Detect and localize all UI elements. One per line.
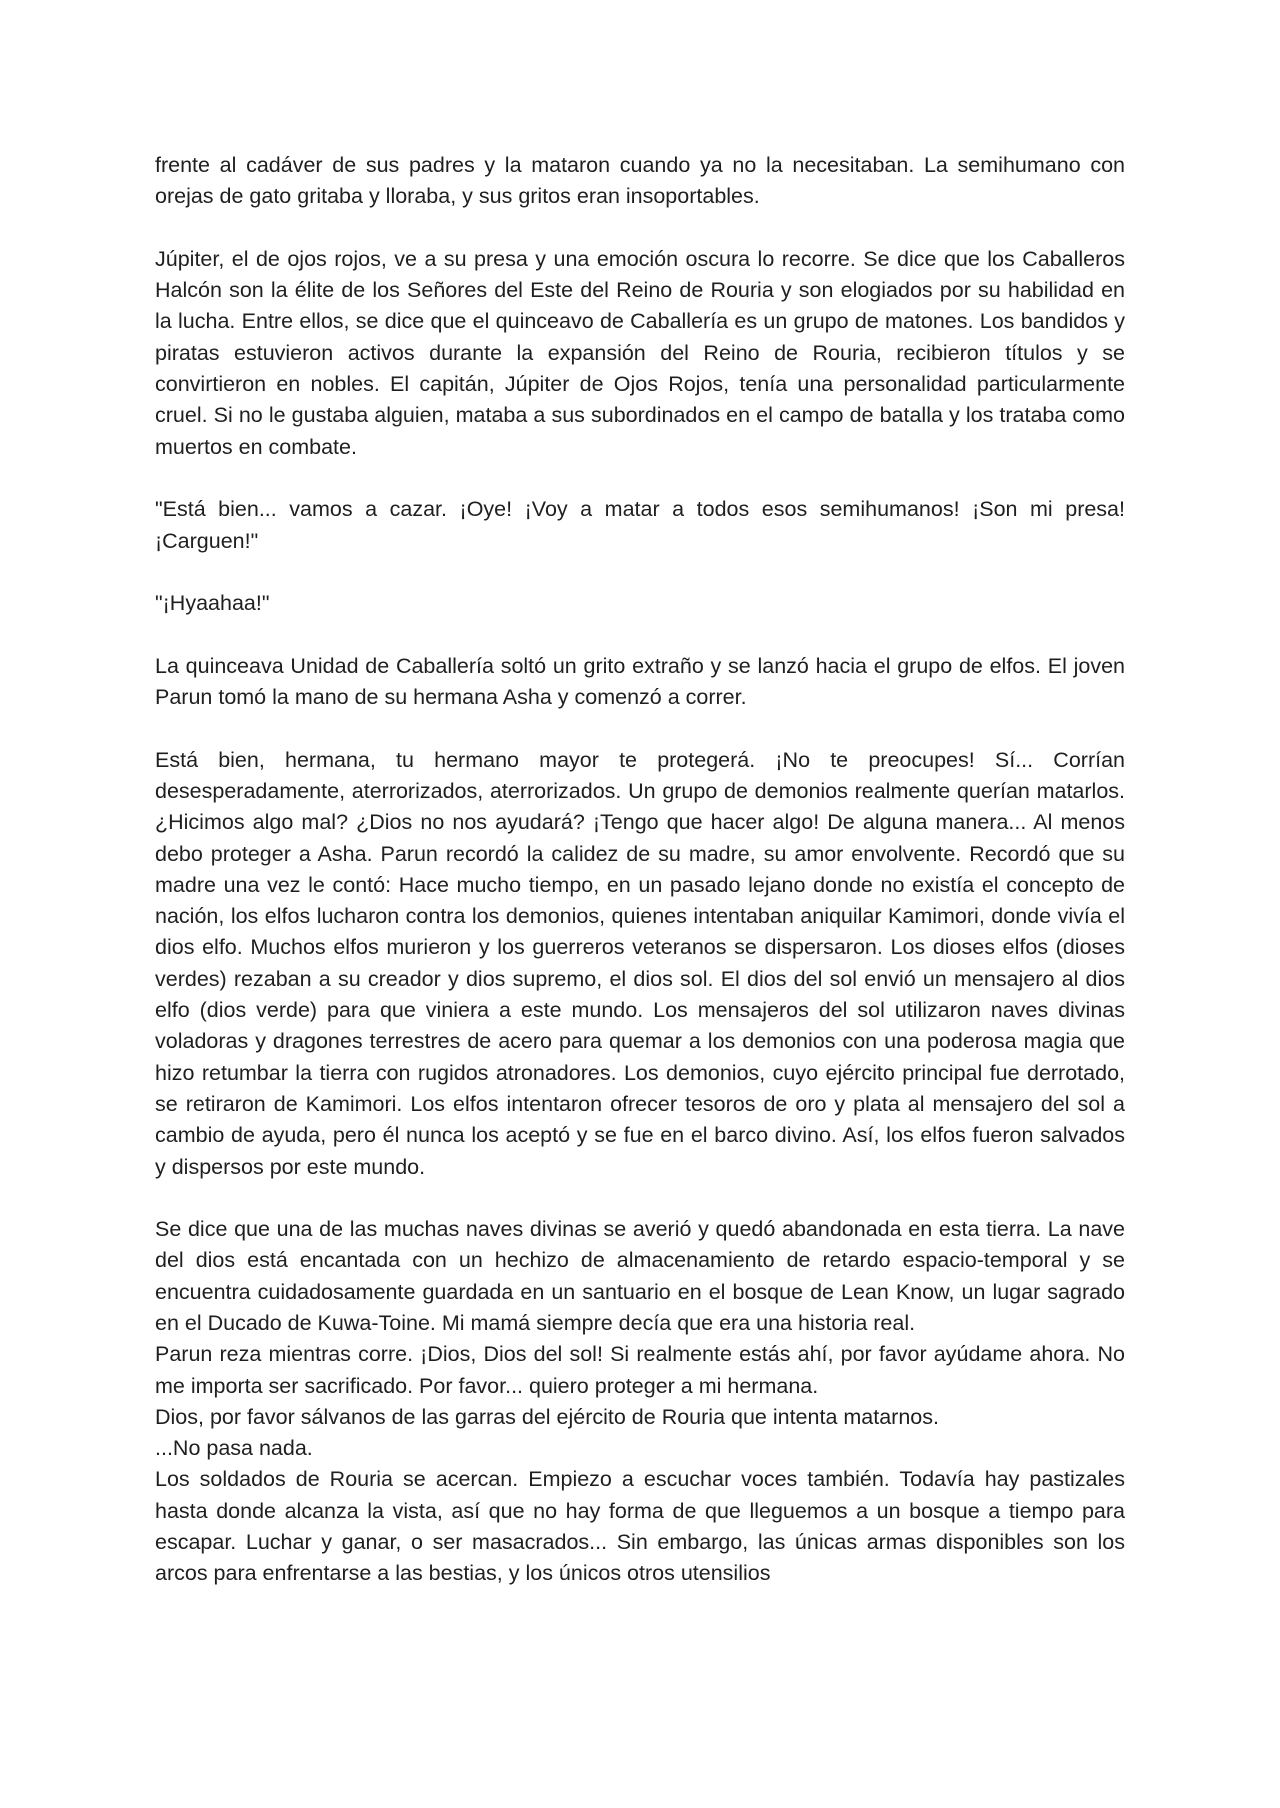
paragraph-4: "¡Hyaahaa!" xyxy=(155,591,270,616)
paragraph-2: Júpiter, el de ojos rojos, ve a su presa y una emoción oscura lo recorre. Se dice que los Caballeros Halcón son la élite de los Señores del Este del Reino de Rouria y son elogiados por su habilidad en la lucha. Entre ellos, se dice que el quinceavo de Caballería es un grupo de matones. Los bandidos y piratas estuvieron activos durante la expansión del Reino de Rouria, recibieron títulos y se convirtieron en nobles. El capitán, Júpiter de Ojos Rojos, tenía una personalidad particularmente cruel. Si no le gustaba alguien, mataba a sus subordinados en el campo de batalla y los trataba como muertos en combate. xyxy=(155,246,1125,459)
paragraph-9: Dios, por favor sálvanos de las garras del ejército de Rouria que intenta matarnos. xyxy=(155,1404,939,1429)
paragraph-3: "Está bien... vamos a cazar. ¡Oye! ¡Voy a matar a todos esos semihumanos! ¡Son mi presa! ¡Carguen!" xyxy=(155,497,1125,553)
document-page xyxy=(155,150,1125,1590)
paragraph-8: Parun reza mientras corre. ¡Dios, Dios del sol! Si realmente estás ahí, por favor ayúdame ahora. No me importa ser sacrificado. Por favor... quiero proteger a mi hermana. xyxy=(155,1342,1125,1398)
paragraph-7: Se dice que una de las muchas naves divinas se averió y quedó abandonada en esta tierra. La nave del dios está encantada con un hechizo de almacenamiento de retardo espacio-temporal y se encuentra cuidadosamente guardada en un santuario en el bosque de Lean Know, un lugar sagrado en el Ducado de Kuwa-Toine. Mi mamá siempre decía que era una historia real. xyxy=(155,1217,1125,1335)
paragraph-11: Los soldados de Rouria se acercan. Empiezo a escuchar voces también. Todavía hay pastizales hasta donde alcanza la vista, así que no hay forma de que lleguemos a un bosque a tiempo para escapar. Luchar y ganar, o ser masacrados... Sin embargo, las únicas armas disponibles son los arcos para enfrentarse a las bestias, y los únicos otros utensilios xyxy=(155,1467,1125,1586)
paragraph-1: frente al cadáver de sus padres y la mataron cuando ya no la necesitaban. La semihumano con orejas de gato gritaba y lloraba, y sus gritos eran insoportables. xyxy=(155,153,1125,209)
paragraph-5: La quinceava Unidad de Caballería soltó un grito extraño y se lanzó hacia el grupo de elfos. El joven Parun tomó la mano de su hermana Asha y comenzó a correr. xyxy=(155,653,1125,710)
paragraph-6: Está bien, hermana, tu hermano mayor te protegerá. ¡No te preocupes! Sí... Corrían desesperadamente, aterrorizados, aterrorizados. Un grupo de demonios realmente querían matarlos. ¿Hicimos algo mal? ¿Dios no nos ayudará? ¡Tengo que hacer algo! De alguna manera... Al menos debo proteger a Asha. Parun recordó la calidez de su madre, su amor envolvente. Recordó que su madre una vez le contó: Hace mucho tiempo, en un pasado lejano donde no existía el concepto de nación, los elfos lucharon contra los demonios, quienes intentaban aniquilar Kamimori, donde vivía el dios elfo. Muchos elfos murieron y los guerreros veteranos se dispersaron. Los dioses elfos (dioses verdes) rezaban a su creador y dios supremo, el dios sol. El dios del sol envió un mensajero al dios elfo (dios verde) para que viniera a este mundo. Los mensajeros del sol utilizaron naves divinas voladoras y dragones terrestres de acero para quemar a los demonios con una poderosa magia que hizo retumbar la tierra con rugidos atronadores. Los demonios, cuyo ejército principal fue derrotado, se retiraron de Kamimori. Los elfos intentaron ofrecer tesoros de oro y plata al mensajero del sol a cambio de ayuda, pero él nunca los aceptó y se fue en el barco divino. Así, los elfos fueron salvados y dispersos por este mundo. xyxy=(155,747,1125,1179)
paragraph-10: ...No pasa nada. xyxy=(155,1436,313,1461)
